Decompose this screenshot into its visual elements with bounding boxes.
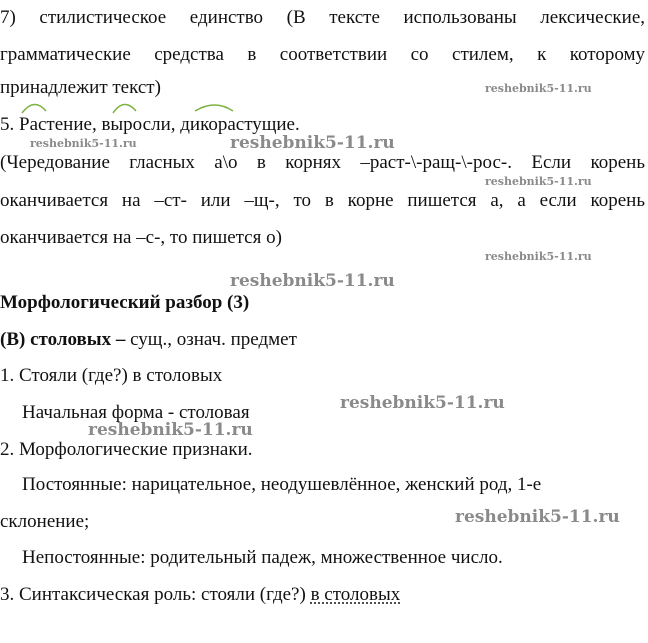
watermark: reshebnik5-11.ru (485, 250, 592, 263)
root-arc-icon (195, 105, 233, 111)
text-line: (Чередование гласных а\о в корнях –раст-\-ращ-\-рос-. Если корень (0, 152, 645, 173)
text-line: принадлежит текст) (0, 77, 161, 98)
text-line (0, 330, 297, 349)
word-bold: (В) столовых – (0, 329, 126, 350)
text-line: 2. Морфологические признаки. (0, 439, 253, 460)
section-heading: Морфологический разбор (3) (0, 292, 250, 313)
text-line: оканчивается на –ст- или –щ-, то в корне пишется а, а если корень (0, 190, 645, 211)
root-arc-icon (113, 104, 136, 113)
text-line: Постоянные: нарицательное, неодушевлённое, женский род, 1-е (22, 474, 542, 495)
root-arc-marks (0, 97, 300, 115)
watermark: reshebnik5-11.ru (88, 420, 253, 440)
underlined-circumstance: в столовых (310, 584, 401, 605)
text-span: 3. Синтаксическая роль: стояли (где?) (0, 584, 311, 605)
watermark: reshebnik5-11.ru (485, 82, 592, 95)
watermark: reshebnik5-11.ru (230, 271, 395, 291)
text-line: склонение; (0, 511, 90, 532)
text-line: Непостоянные: родительный падеж, множественное число. (22, 547, 503, 568)
watermark: reshebnik5-11.ru (230, 133, 395, 153)
watermark: reshebnik5-11.ru (340, 393, 505, 413)
watermark: reshebnik5-11.ru (455, 507, 620, 527)
text-line (0, 585, 400, 604)
text-line: 1. Стояли (где?) в столовых (0, 365, 223, 386)
text-line: грамматические средства в соответствии со стилем, к которому (0, 44, 645, 65)
root-arc-icon (22, 104, 46, 113)
text-line: оканчивается на –с-, то пишется о) (0, 227, 282, 248)
text-line: Начальная форма - столовая (22, 402, 250, 423)
watermark: reshebnik5-11.ru (485, 175, 592, 188)
text-span: сущ., означ. предмет (125, 329, 297, 350)
text-line: 7) стилистическое единство (В тексте использованы лексические, (0, 7, 645, 28)
watermark: reshebnik5-11.ru (30, 137, 137, 150)
text-line: 5. Растение, выросли, дикорастущие. (0, 114, 300, 135)
